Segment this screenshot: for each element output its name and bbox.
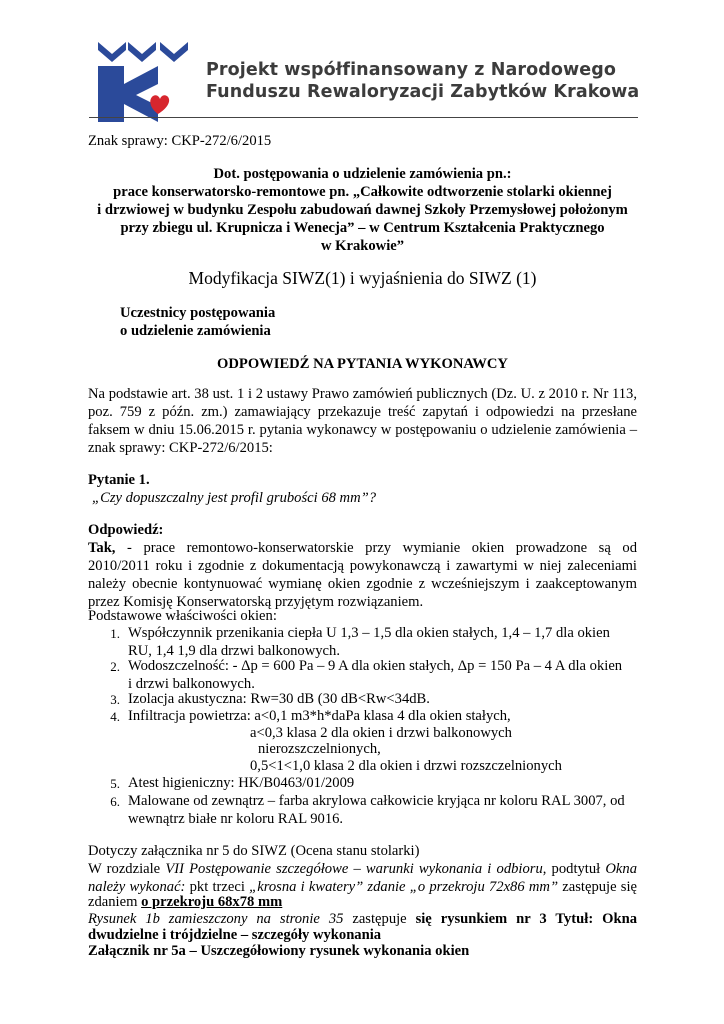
annex-line: Załącznik nr 5a – Uszczegółowiony rysunek wykonania okien xyxy=(88,943,470,959)
list-item: a<0,3 klasa 2 dla okien i drzwi balkonowych xyxy=(250,725,512,741)
list-number: 6. xyxy=(110,794,120,809)
list-item: 0,5<1<1,0 klasa 2 dla okien i drzwi rozszczelnionych xyxy=(250,758,562,774)
list-number: 5. xyxy=(110,776,120,791)
intro-line: Na podstawie art. 38 ust. 1 i 2 ustawy Prawo zamówień publicznych (Dz. U. z 2010 r. Nr 113, xyxy=(88,386,637,402)
list-item: Współczynnik przenikania ciepła U 1,3 – 1,5 dla okien stałych, 1,4 – 1,7 dla okien xyxy=(128,625,610,641)
annex-text: „krosna i kwatery” zdanie „o przekroju 72x86 mm” xyxy=(249,879,559,895)
project-header-line1: Projekt współfinansowany z Narodowego xyxy=(206,60,617,80)
subject-line: i drzwiowej w budynku Zespołu zabudowań dawnej Szkoły Przemysłowej położonym xyxy=(97,202,628,218)
list-number: 2. xyxy=(110,659,120,674)
annex-line: dwudzielne i trójdzielne – szczegóły wykonania xyxy=(88,927,382,943)
answer-line: przez Komisję Konserwatorską przyjętym rozwiązaniem. xyxy=(88,594,424,610)
annex-text: zastępuje xyxy=(343,911,416,927)
list-item: i drzwi balkonowych. xyxy=(128,676,255,692)
annex-text: zdaniem xyxy=(88,894,142,910)
list-item: Infiltracja powietrza: a<0,1 m3*h*daPa klasa 4 dla okien stałych, xyxy=(128,708,511,724)
answer-text: - prace remontowo-konserwatorskie przy wymianie okien prowadzone są od xyxy=(115,540,637,556)
section-title: ODPOWIEDŹ NA PYTANIA WYKONAWCY xyxy=(217,356,508,372)
subject-line: prace konserwatorsko-remontowe pn. „Całkowite odtworzenie stolarki okiennej xyxy=(113,184,612,200)
annex-text: Okna xyxy=(605,861,637,877)
document-title: Modyfikacja SIWZ(1) i wyjaśnienia do SIWZ (1) xyxy=(188,268,537,288)
annex-text: się rysunkiem nr 3 Tytuł: Okna xyxy=(415,911,638,927)
annex-line xyxy=(88,893,282,911)
list-item: Atest higieniczny: HK/B0463/01/2009 xyxy=(128,775,355,791)
annex-text: należy wykonać: xyxy=(88,879,186,895)
answer-line: 2010/2011 roku i zgodnie z dokumentacją powykonawczą i zawartymi w niej zaleceniami xyxy=(88,558,637,574)
list-item: Izolacja akustyczna: Rw=30 dB (30 dB<Rw<34dB. xyxy=(128,691,430,707)
question-text: „Czy dopuszczalny jest profil grubości 68 mm”? xyxy=(92,490,377,506)
question-label: Pytanie 1. xyxy=(88,472,150,488)
list-item: nierozszczelnionych, xyxy=(258,741,381,757)
recipients-line1: Uczestnicy postępowania xyxy=(120,305,276,321)
krakow-fund-logo xyxy=(98,40,192,122)
annex-text: Rysunek 1b zamieszczony na stronie 35 xyxy=(88,911,344,927)
annex-text: , podtytuł xyxy=(542,861,606,877)
list-number: 4. xyxy=(110,709,120,724)
subject-line: w Krakowie” xyxy=(320,238,405,254)
subject-line: przy zbiegu ul. Krupnicza i Wenecja” – w Centrum Kształcenia Praktycznego xyxy=(120,220,605,236)
intro-line: faksem w dniu 15.06.2015 r. pytania wykonawcy w postępowaniu o udzielenie zamówienia – xyxy=(88,422,637,438)
answer-yes: Tak, xyxy=(88,540,116,556)
list-item: RU, 1,4 1,9 dla drzwi balkonowych. xyxy=(128,643,340,659)
case-number: Znak sprawy: CKP-272/6/2015 xyxy=(88,133,272,149)
annex-new-dimension: o przekroju 68x78 mm xyxy=(141,894,283,910)
list-item: Malowane od zewnątrz – farba akrylowa całkowicie kryjąca nr koloru RAL 3007, od xyxy=(128,793,625,809)
properties-heading: Podstawowe właściwości okien: xyxy=(88,608,277,624)
recipients-line2: o udzielenie zamówienia xyxy=(120,323,271,339)
annex-line: Dotyczy załącznika nr 5 do SIWZ (Ocena stanu stolarki) xyxy=(88,843,420,859)
annex-text: pkt trzeci xyxy=(185,879,250,895)
list-number: 1. xyxy=(110,626,120,641)
annex-text: W rozdziale xyxy=(88,861,166,877)
subject-line: Dot. postępowania o udzielenie zamówienia pn.: xyxy=(213,166,512,182)
answer-line xyxy=(88,539,637,557)
answer-label: Odpowiedź: xyxy=(88,522,164,538)
list-item: Wodoszczelność: - Δp = 600 Pa – 9 A dla okien stałych, Δp = 150 Pa – 4 A dla okien xyxy=(128,658,623,674)
list-number: 3. xyxy=(110,692,120,707)
header-divider xyxy=(89,117,638,118)
list-item: wewnątrz białe nr koloru RAL 9016. xyxy=(128,811,344,827)
answer-line: należy obecnie kontynuować wymianę okien zgodnie z wcześniejszym i zaakceptowanym xyxy=(88,576,637,592)
project-header-line2: Funduszu Rewaloryzacji Zabytków Krakowa xyxy=(206,82,640,102)
intro-line: poz. 759 z późn. zm.) zamawiający przekazuje treść zapytań i odpowiedzi na przesłane xyxy=(88,404,637,420)
annex-line xyxy=(88,860,637,878)
annex-text: VII Postępowanie szczegółowe – warunki wykonania i odbioru xyxy=(165,861,543,877)
annex-text: zastępuje się xyxy=(558,879,637,895)
intro-line: znak sprawy: CKP-272/6/2015: xyxy=(88,440,273,456)
